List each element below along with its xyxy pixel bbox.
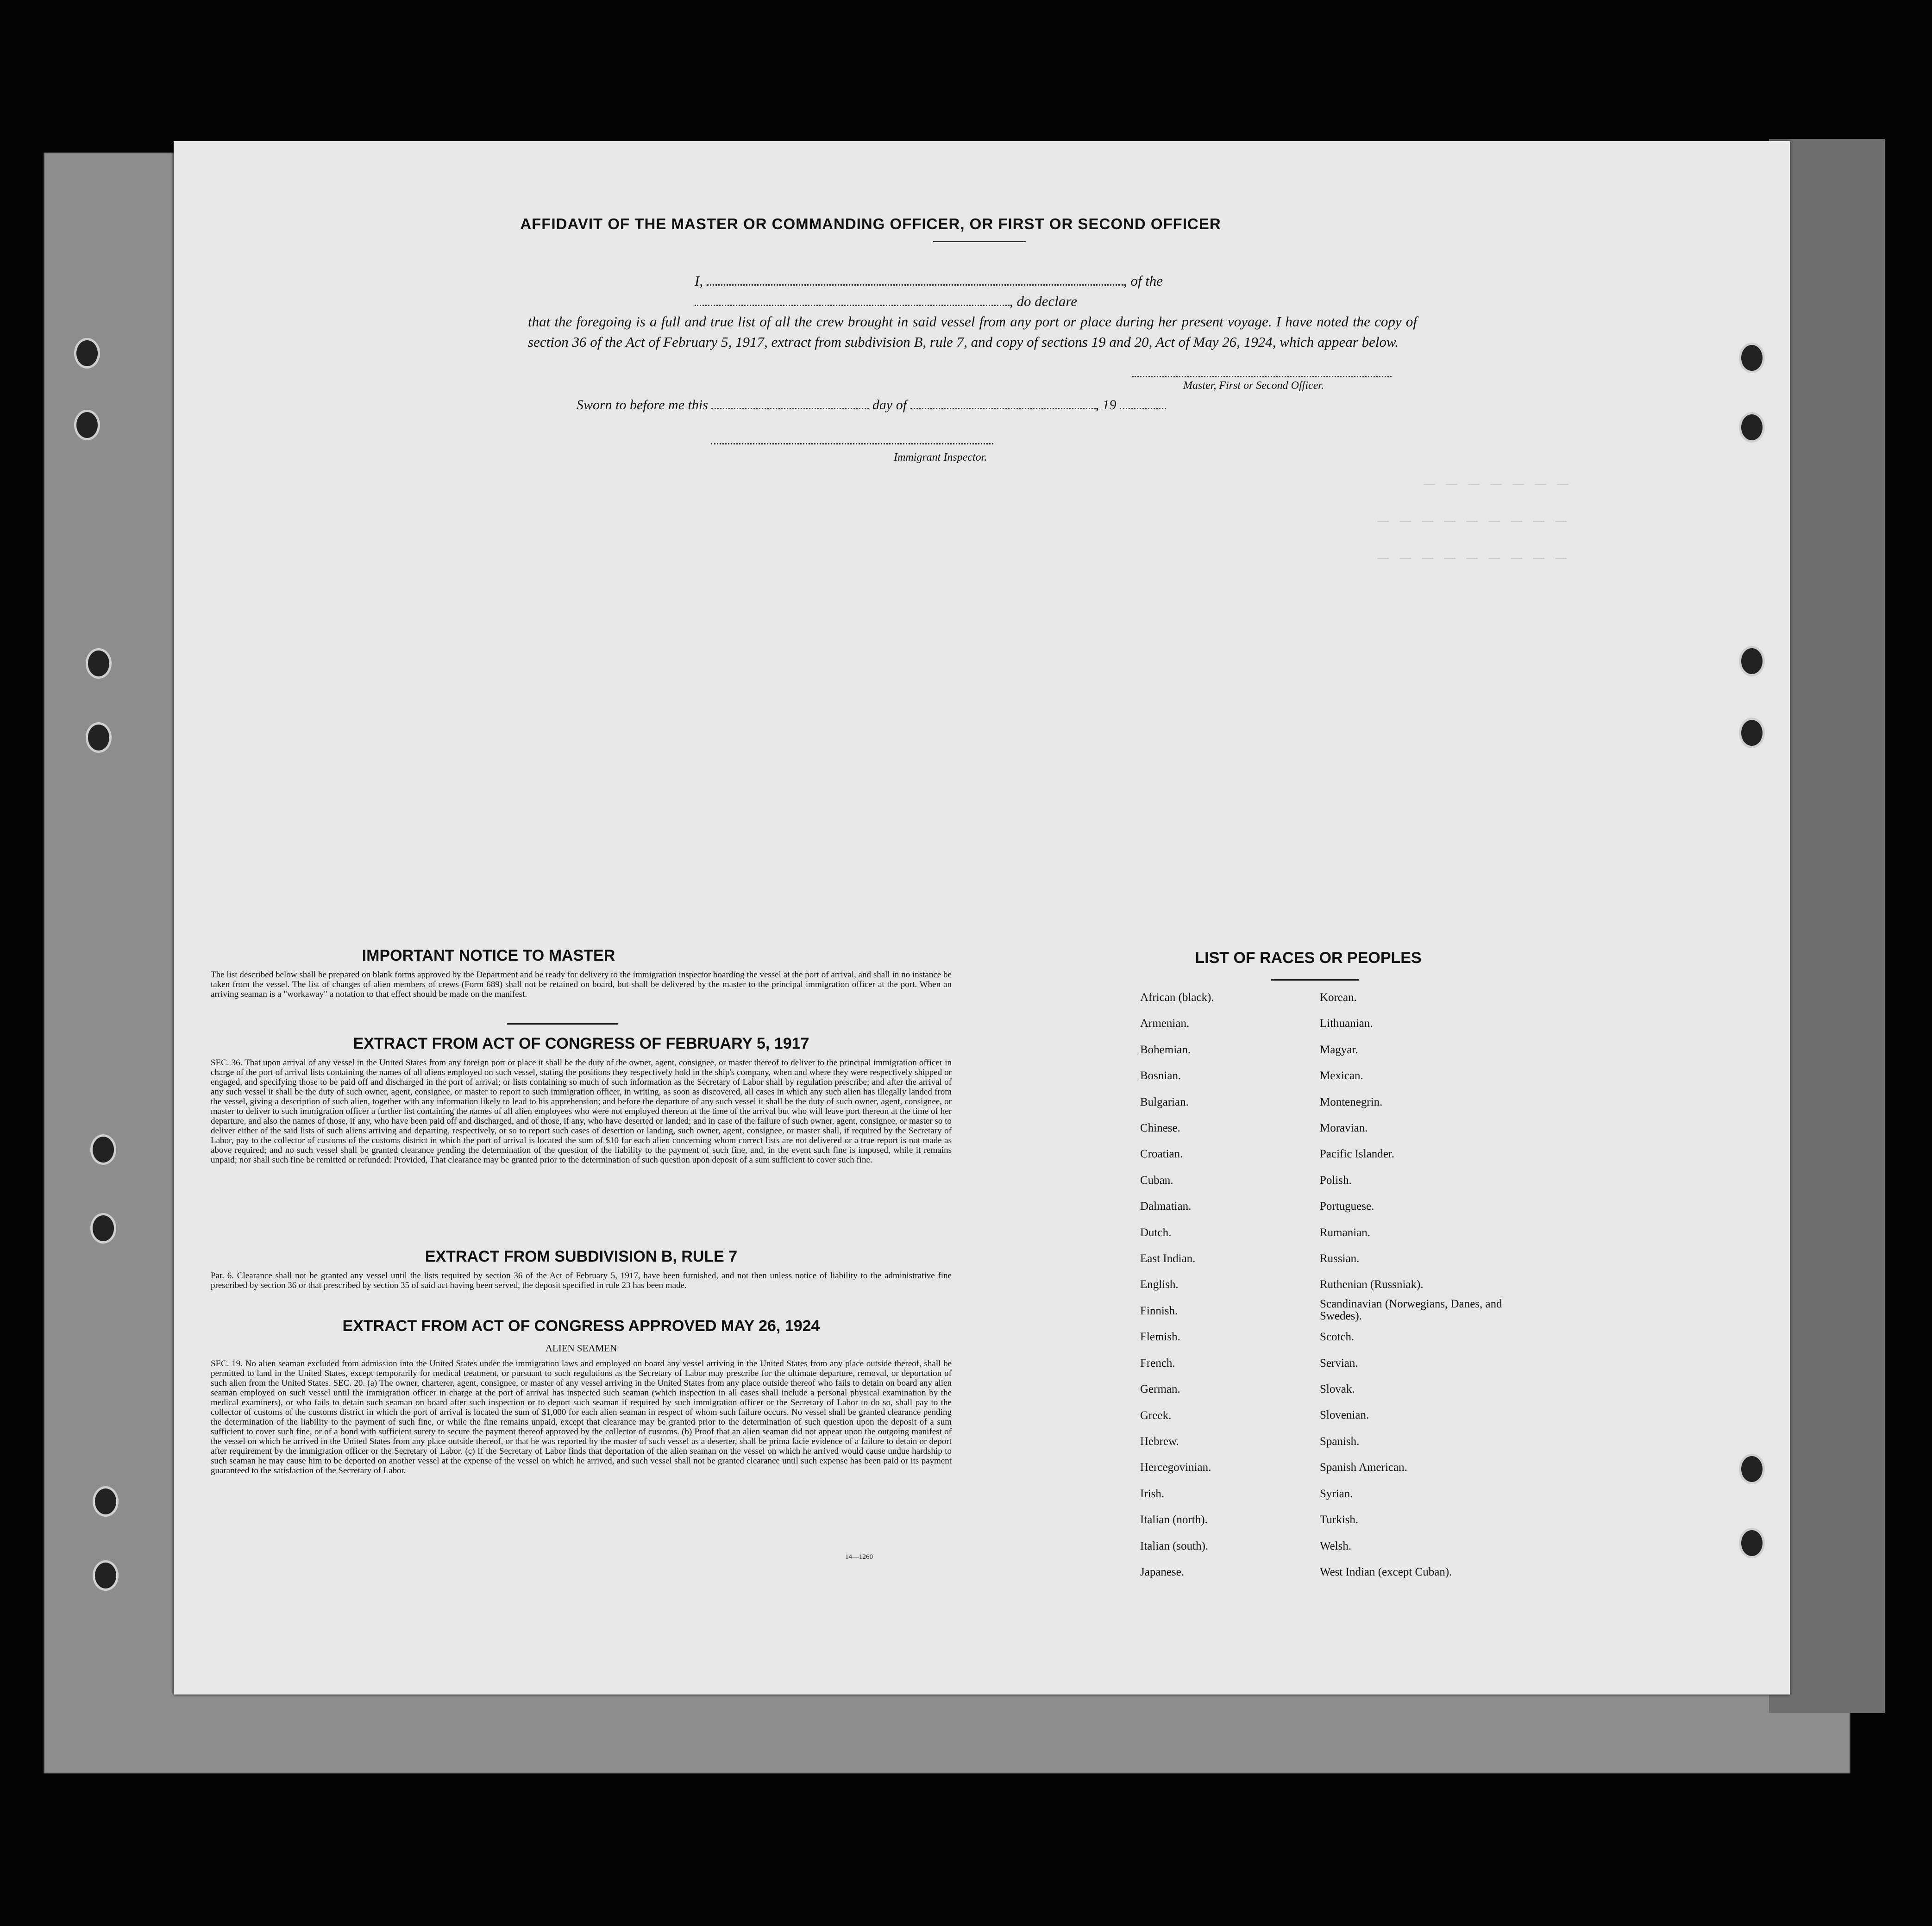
- declarant-name-field[interactable]: [707, 271, 1123, 286]
- race-item: Moravian.: [1320, 1122, 1368, 1135]
- declare-text: , do declare: [1010, 293, 1078, 309]
- rule7-text: Par. 6. Clearance shall not be granted any vessel until the lists required by section 36 of the Act of February 5, 1917, have been furnished, and not then unless notice of liability to the administrative fine prescribed by section 36 or that prescribed by section 35 of said act having been served, the deposit specified in rule 23 has been made.: [211, 1271, 952, 1290]
- race-item: Finnish.: [1140, 1304, 1178, 1317]
- race-item: Lithuanian.: [1320, 1017, 1373, 1030]
- race-item: Servian.: [1320, 1357, 1358, 1369]
- race-item: Dalmatian.: [1140, 1200, 1192, 1213]
- race-item: Italian (north).: [1140, 1513, 1208, 1526]
- race-item: African (black).: [1140, 991, 1214, 1004]
- race-item: Pacific Islander.: [1320, 1148, 1395, 1161]
- notice-rule: [507, 1023, 618, 1025]
- race-item: Greek.: [1140, 1409, 1172, 1422]
- sworn-line: [577, 395, 1166, 413]
- binder-hole: [1739, 1454, 1765, 1484]
- inspector-label: Immigrant Inspector.: [894, 451, 987, 463]
- race-item: Russian.: [1320, 1252, 1360, 1265]
- binder-hole: [90, 1134, 116, 1165]
- race-item: West Indian (except Cuban).: [1320, 1565, 1452, 1578]
- extract-1924-text: SEC. 19. No alien seaman excluded from admission into the United States under the immigration laws and employed on board any vessel arriving in the United States from any place outside thereof, shall be permitted to land in the United States, except temporarily for medical treatment, or pursuant to such regulations as the Secretary of Labor may prescribe for the ultimate departure, removal, or deportation of such alien from the United States. SEC. 20. (a) The owner, charterer, agent, consignee, or master of any vessel arriving in the United States from any place outside thereof who fails to detain on board any alien seaman employed on such vessel until the immigration officer in charge at the port of arrival has inspected such seaman (which inspection in all cases shall include a personal physical examination by the medical examiners), or who fails to detain such seaman on board after such inspection or to deport such seaman if required by such immigration officer or the Secretary of Labor to do so, shall pay to the collector of customs of the customs district in which the port of arrival is located the sum of $1,000 for each alien seaman in respect of whom such failure occurs. No vessel shall be granted clearance pending the determination of the liability to the payment of such fine, or while the fine remains unpaid, except that clearance may be granted prior to the determination of such question upon the deposit of a sum sufficient to cover such fine, or of a bond with sufficient surety to secure the payment thereof approved by the collector of customs. (b) Proof that an alien seaman did not appear upon the outgoing manifest of the vessel on which he arrived in the United States from any place outside thereof, or that he was reported by the master of such vessel as a deserter, shall be prima facie evidence of a failure to detain or deport after requirement by the immigration officer or the Secretary of Labor. (c) If the Secretary of Labor finds that deportation of the alien seaman on the vessel on which he arrived would cause undue hardship to such seaman he may cause him to be deported on another vessel at the expense of the vessel on which he arrived, and such vessel shall not be granted clearance until such expense has been paid or its payment guaranteed to the satisfaction of the Secretary of Labor.: [211, 1359, 952, 1476]
- notice-title: IMPORTANT NOTICE TO MASTER: [362, 947, 615, 964]
- races-rule: [1271, 979, 1359, 981]
- declarant-prefix: I,: [695, 273, 703, 289]
- race-item: Bohemian.: [1140, 1043, 1191, 1056]
- binder-hole: [86, 648, 112, 679]
- document-page: [174, 141, 1790, 1695]
- affidavit-statement: [528, 271, 1417, 352]
- race-item: Chinese.: [1140, 1122, 1180, 1135]
- race-item: Armenian.: [1140, 1017, 1190, 1030]
- race-item: Bulgarian.: [1140, 1095, 1189, 1108]
- race-item: Irish.: [1140, 1487, 1165, 1500]
- bleed-through-row: — — — — — — — — —: [1378, 512, 1567, 532]
- race-item: Slovenian.: [1320, 1409, 1369, 1422]
- races-column-2: [1320, 985, 1514, 1585]
- notice-text: The list described below shall be prepared on blank forms approved by the Department and be ready for delivery to the immigration inspector boarding the vessel at the port of arrival, and shall in no instance be taken from the vessel. The list of changes of alien members of crews (Form 689) shall not be retained on board, but shall be delivered by the master to the principal immigration officer at the port. When an arriving seaman is a "workaway" a notation to that effect should be made on the manifest.: [211, 970, 952, 999]
- race-item: French.: [1140, 1357, 1175, 1369]
- master-signature-line[interactable]: [1132, 375, 1392, 377]
- sworn-month-field[interactable]: [910, 395, 1096, 409]
- binder-hole: [93, 1486, 119, 1517]
- form-number: 14—1260: [845, 1553, 873, 1561]
- race-item: East Indian.: [1140, 1252, 1196, 1265]
- extract-1917-text: SEC. 36. That upon arrival of any vessel in the United States from any foreign port or place it shall be the duty of the owner, agent, consignee, or master thereof to deliver to the principal immigration officer in charge of the port of arrival lists containing the names of all aliens employed on such vessel, stating the positions they respectively hold in the ship's company, when and where they were respectively shipped or engaged, and specifying those to be paid off and discharged in the port of arrival; or lists containing so much of such information as the Secretary of Labor shall by regulation prescribe; and after the arrival of any such vessel it shall be the duty of such owner, agent, consignee, or master to report to such immigration officer, in writing, as soon as discovered, all cases in which any such alien has illegally landed from the vessel, giving a description of such alien, together with any information likely to lead to his apprehension; and before the departure of any such vessel it shall be the duty of such owner, agent, consignee, or master to deliver to such immigration officer a further list containing the names of all alien employees who were not employed thereon at the time of the arrival but who will leave port thereon at the time of her departure, and also the names of those, if any, who have been paid off and discharged, and of those, if any, who have deserted or landed; and in case of the failure of such owner, agent, consignee, or master so to deliver either of the said lists of such aliens arriving and departing, respectively, or so to report such cases of desertion or landing, such owner, agent, consignee, or master shall, if required by the Secretary of Labor, pay to the collector of customs of the customs district in which the port of arrival is located the sum of $10 for each alien concerning whom correct lists are not delivered or a true report is not made as above required; and no such vessel shall be granted clearance pending the determination of the question of the liability to the payment of such fine, and, in the event such fine is imposed, while it remains unpaid; nor shall such fine be remitted or refunded: Provided, That clearance may be granted prior to the determination of such question upon deposit of a sum sufficient to cover such fine.: [211, 1058, 952, 1165]
- binder-hole: [1739, 1528, 1765, 1558]
- race-item: Portuguese.: [1320, 1200, 1374, 1213]
- title-rule: [933, 241, 1026, 242]
- races-title: LIST OF RACES OR PEOPLES: [1195, 949, 1422, 967]
- race-item: Hebrew.: [1140, 1435, 1179, 1448]
- race-item: Korean.: [1320, 991, 1357, 1004]
- race-item: Bosnian.: [1140, 1069, 1181, 1082]
- extract-1924-title: EXTRACT FROM ACT OF CONGRESS APPROVED MAY 26, 1924: [342, 1317, 820, 1335]
- race-item: Japanese.: [1140, 1565, 1185, 1578]
- vessel-name-field[interactable]: [695, 292, 1010, 306]
- affidavit-body: that the foregoing is a full and true list of all the crew brought in said vessel from any port or place during her present voyage. I have noted the copy of section 36 of the Act of February 5, 1917, extract from subdivision B, rule 7, and copy of sections 19 and 20, Act of May 26, 1924, which appear below.: [528, 313, 1417, 350]
- race-item: Slovak.: [1320, 1383, 1355, 1396]
- day-of-text: day of: [872, 397, 907, 413]
- race-item: Flemish.: [1140, 1331, 1180, 1344]
- race-item: Italian (south).: [1140, 1539, 1209, 1552]
- binder-hole: [74, 338, 100, 369]
- inspector-signature-line[interactable]: [711, 442, 993, 444]
- sworn-year-field[interactable]: [1120, 395, 1166, 409]
- race-item: Spanish American.: [1320, 1461, 1407, 1474]
- race-item: Polish.: [1320, 1174, 1352, 1187]
- master-signature-label: Master, First or Second Officer.: [1183, 380, 1324, 392]
- rule7-title: EXTRACT FROM SUBDIVISION B, RULE 7: [425, 1248, 738, 1265]
- race-item: English.: [1140, 1278, 1179, 1291]
- year-prefix: , 19: [1095, 397, 1117, 413]
- race-item: Cuban.: [1140, 1174, 1173, 1187]
- race-item: Rumanian.: [1320, 1226, 1371, 1239]
- binder-hole: [1739, 646, 1765, 676]
- bleed-through-row: — — — — — — —: [1424, 475, 1569, 495]
- race-item: Scandinavian (Norwegians, Danes, and Swedes).: [1320, 1297, 1502, 1322]
- race-item: Welsh.: [1320, 1539, 1352, 1552]
- race-item: Hercegovinian.: [1140, 1461, 1211, 1474]
- binder-hole: [1739, 718, 1765, 748]
- of-the-text: , of the: [1123, 273, 1163, 289]
- race-item: Ruthenian (Russniak).: [1320, 1278, 1424, 1291]
- binder-hole: [86, 722, 112, 753]
- sworn-date-field[interactable]: [711, 395, 869, 409]
- race-item: Croatian.: [1140, 1148, 1183, 1161]
- race-item: Magyar.: [1320, 1043, 1358, 1056]
- extract-1917-title: EXTRACT FROM ACT OF CONGRESS OF FEBRUARY 5, 1917: [353, 1035, 809, 1052]
- race-item: Turkish.: [1320, 1513, 1359, 1526]
- affidavit-title: AFFIDAVIT OF THE MASTER OR COMMANDING OFFICER, OR FIRST OR SECOND OFFICER: [520, 215, 1221, 232]
- binder-hole: [1739, 412, 1765, 443]
- alien-seamen-subtitle: ALIEN SEAMEN: [545, 1343, 617, 1354]
- race-item: Dutch.: [1140, 1226, 1172, 1239]
- race-item: German.: [1140, 1383, 1180, 1396]
- binder-hole: [90, 1213, 116, 1244]
- binder-hole: [74, 410, 100, 440]
- race-item: Scotch.: [1320, 1331, 1355, 1344]
- race-item: Mexican.: [1320, 1069, 1363, 1082]
- binder-hole: [1739, 343, 1765, 373]
- binder-hole: [93, 1560, 119, 1591]
- bleed-through-row: — — — — — — — — —: [1378, 549, 1567, 569]
- races-column-1: [1140, 985, 1307, 1585]
- race-item: Spanish.: [1320, 1435, 1360, 1448]
- sworn-prefix: Sworn to before me this: [577, 397, 708, 413]
- race-item: Syrian.: [1320, 1487, 1353, 1500]
- race-item: Montenegrin.: [1320, 1095, 1383, 1108]
